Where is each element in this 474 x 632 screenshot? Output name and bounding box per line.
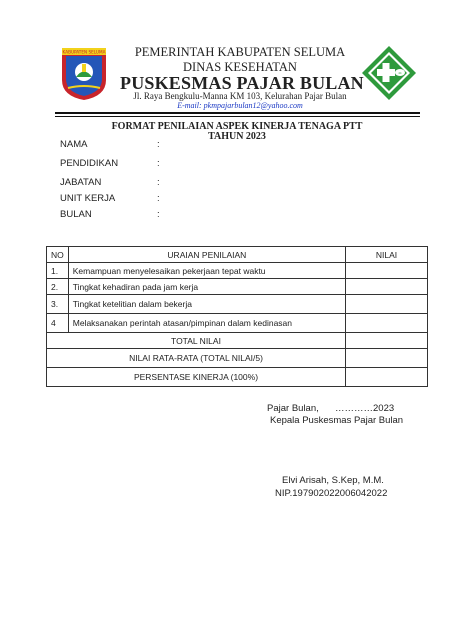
institution-name: PUSKESMAS PAJAR BULAN bbox=[120, 73, 364, 93]
svg-text:∞: ∞ bbox=[398, 71, 402, 77]
address: Jl. Raya Bengkulu-Manna KM 103, Kelurahan Pajar Bulan bbox=[133, 91, 347, 101]
header-rule-thick bbox=[55, 112, 420, 114]
field-label-nama: NAMA bbox=[60, 139, 88, 150]
email: E-mail: pkmpajarbulan12@yahoo.com bbox=[177, 101, 303, 110]
percent-label: PERSENTASE KINERJA (100%) bbox=[47, 368, 346, 387]
total-label: TOTAL NILAI bbox=[47, 333, 346, 349]
row-no: 3. bbox=[47, 295, 69, 314]
row-uraian: Melaksanakan perintah atasan/pimpinan dalam kedinasan bbox=[68, 314, 345, 333]
signatory-nip: NIP.197902022006042022 bbox=[275, 488, 388, 499]
row-uraian: Tingkat ketelitian dalam bekerja bbox=[68, 295, 345, 314]
row-uraian: Tingkat kehadiran pada jam kerja bbox=[68, 279, 345, 295]
row-nilai-cell[interactable] bbox=[346, 279, 428, 295]
row-uraian: Kemampuan menyelesaikan pekerjaan tepat waktu bbox=[68, 263, 345, 279]
percent-nilai-cell[interactable] bbox=[346, 368, 428, 387]
assessment-table bbox=[46, 246, 428, 387]
table-row bbox=[47, 263, 428, 279]
row-nilai-cell[interactable] bbox=[346, 295, 428, 314]
table-header-row bbox=[47, 247, 428, 263]
field-colon: : bbox=[157, 209, 160, 220]
puskesmas-logo bbox=[360, 44, 418, 102]
average-nilai-cell[interactable] bbox=[346, 349, 428, 368]
field-label-bulan: BULAN bbox=[60, 209, 92, 220]
left-logo-text: KABUPATEN SELUMA bbox=[62, 49, 106, 55]
header-uraian: URAIAN PENILAIAN bbox=[68, 247, 345, 263]
header-nilai: NILAI bbox=[346, 247, 428, 263]
row-nilai-cell[interactable] bbox=[346, 263, 428, 279]
row-no: 4 bbox=[47, 314, 69, 333]
header-no: NO bbox=[47, 247, 69, 263]
field-label-unit-kerja: UNIT KERJA bbox=[60, 193, 116, 204]
table-row bbox=[47, 295, 428, 314]
form-year: TAHUN 2023 bbox=[208, 131, 266, 142]
row-no: 2. bbox=[47, 279, 69, 295]
average-row bbox=[47, 349, 428, 368]
total-row bbox=[47, 333, 428, 349]
gov-line: PEMERINTAH KABUPATEN SELUMA bbox=[134, 45, 346, 59]
row-no: 1. bbox=[47, 263, 69, 279]
row-nilai-cell[interactable] bbox=[346, 314, 428, 333]
signature-date: …………2023 bbox=[335, 403, 395, 414]
field-colon: : bbox=[157, 177, 160, 188]
field-colon: : bbox=[157, 158, 160, 169]
total-nilai-cell[interactable] bbox=[346, 333, 428, 349]
signatory-name: Elvi Arisah, S.Kep, M.M. bbox=[282, 475, 384, 486]
kabupaten-seluma-logo bbox=[58, 44, 110, 102]
header-rule-thin bbox=[55, 116, 420, 117]
table-row bbox=[47, 279, 428, 295]
signature-place: Pajar Bulan, bbox=[267, 403, 319, 414]
field-colon: : bbox=[157, 139, 160, 150]
form-title: FORMAT PENILAIAN ASPEK KINERJA TENAGA PTT bbox=[111, 121, 363, 132]
dept-line: DINAS KESEHATAN bbox=[183, 60, 297, 74]
field-colon: : bbox=[157, 193, 160, 204]
signature-position: Kepala Puskesmas Pajar Bulan bbox=[270, 415, 404, 426]
field-label-jabatan: JABATAN bbox=[60, 177, 102, 188]
table-row bbox=[47, 314, 428, 333]
percent-row bbox=[47, 368, 428, 387]
average-label: NILAI RATA-RATA (TOTAL NILAI/5) bbox=[47, 349, 346, 368]
field-label-pendidikan: PENDIDIKAN bbox=[60, 158, 119, 169]
